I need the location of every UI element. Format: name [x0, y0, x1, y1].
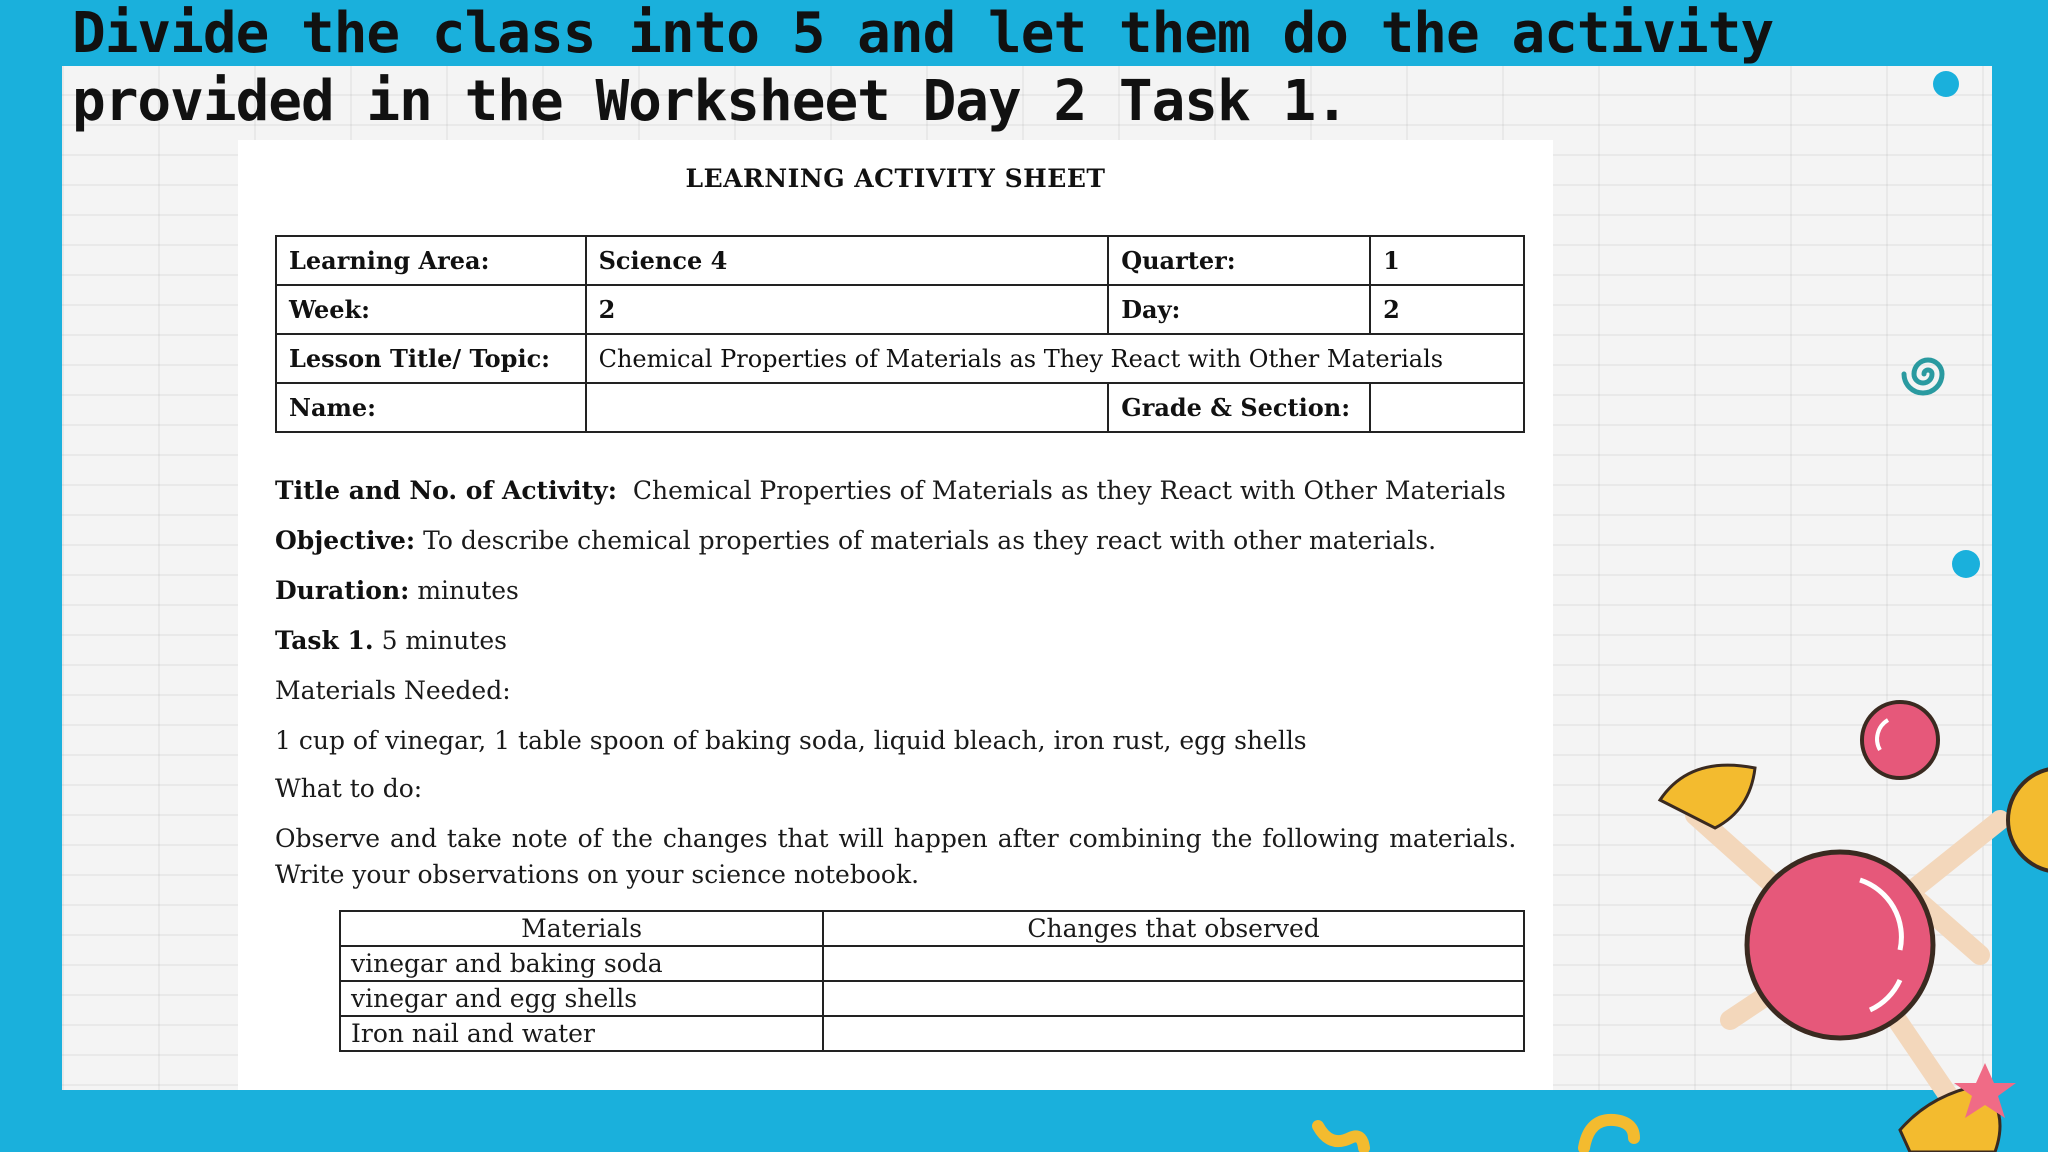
- materials-column-header: Materials: [340, 911, 823, 946]
- what-to-do-label: What to do:: [275, 774, 423, 803]
- decor-dot-top: [1933, 71, 1959, 97]
- squiggle-left-icon: [1310, 1118, 1370, 1152]
- observation-cell[interactable]: [823, 1016, 1524, 1051]
- name-field[interactable]: [586, 383, 1109, 432]
- grade-section-field[interactable]: [1370, 383, 1524, 432]
- info-row-learning-area: [276, 236, 1524, 285]
- week-label: Week:: [276, 285, 586, 334]
- grade-section-label: Grade & Section:: [1108, 383, 1370, 432]
- instructions-line-2: Write your observations on your science notebook.: [275, 860, 920, 889]
- lesson-title-value: Chemical Properties of Materials as They React with Other Materials: [586, 334, 1524, 383]
- duration-value: minutes: [417, 576, 519, 605]
- quarter-value: 1: [1370, 236, 1524, 285]
- material-cell: vinegar and baking soda: [340, 946, 823, 981]
- changes-column-header: Changes that observed: [823, 911, 1524, 946]
- task-row: [275, 626, 507, 655]
- activity-title-row: [275, 476, 1506, 505]
- week-value: 2: [586, 285, 1109, 334]
- duration-label: Duration:: [275, 576, 410, 605]
- activity-title-value: Chemical Properties of Materials as they React with Other Materials: [632, 476, 1506, 505]
- lesson-title-label: Lesson Title/ Topic:: [276, 334, 586, 383]
- learning-activity-sheet: [238, 140, 1553, 1090]
- table-row: [340, 1016, 1524, 1051]
- table-row: [340, 946, 1524, 981]
- observation-header-row: [340, 911, 1524, 946]
- squiggle-right-icon: [1574, 1108, 1644, 1152]
- headline-line-1: Divide the class into 5 and let them do the activity: [72, 1, 1774, 66]
- info-row-lesson: [276, 334, 1524, 383]
- swirl-icon: [1898, 346, 1958, 398]
- table-row: [340, 981, 1524, 1016]
- instructions-line-1: Observe and take note of the changes that will happen after combining the following materials.: [275, 824, 1517, 853]
- sheet-title: LEARNING ACTIVITY SHEET: [685, 164, 1106, 193]
- material-cell: Iron nail and water: [340, 1016, 823, 1051]
- task-label: Task 1.: [275, 626, 374, 655]
- objective-label: Objective:: [275, 526, 416, 555]
- info-row-name: [276, 383, 1524, 432]
- activity-title-label: Title and No. of Activity:: [275, 476, 617, 505]
- material-cell: vinegar and egg shells: [340, 981, 823, 1016]
- observation-cell[interactable]: [823, 946, 1524, 981]
- day-label: Day:: [1108, 285, 1370, 334]
- duration-row: [275, 576, 519, 605]
- observation-cell[interactable]: [823, 981, 1524, 1016]
- decor-dot-mid: [1952, 550, 1980, 578]
- molecule-illustration-icon: [1640, 690, 2048, 1152]
- task-value: 5 minutes: [381, 626, 507, 655]
- materials-list: 1 cup of vinegar, 1 table spoon of baking soda, liquid bleach, iron rust, egg shells: [275, 726, 1307, 755]
- observation-table: [339, 910, 1525, 1052]
- objective-value: To describe chemical properties of materials as they react with other materials.: [423, 526, 1437, 555]
- info-table: [275, 235, 1525, 433]
- day-value: 2: [1370, 285, 1524, 334]
- objective-row: [275, 526, 1436, 555]
- slide-headline: [72, 0, 1774, 136]
- name-label: Name:: [276, 383, 586, 432]
- learning-area-value: Science 4: [586, 236, 1109, 285]
- quarter-label: Quarter:: [1108, 236, 1370, 285]
- learning-area-label: Learning Area:: [276, 236, 586, 285]
- headline-line-2: provided in the Worksheet Day 2 Task 1.: [72, 69, 1348, 134]
- info-row-week: [276, 285, 1524, 334]
- materials-needed-label: Materials Needed:: [275, 676, 511, 705]
